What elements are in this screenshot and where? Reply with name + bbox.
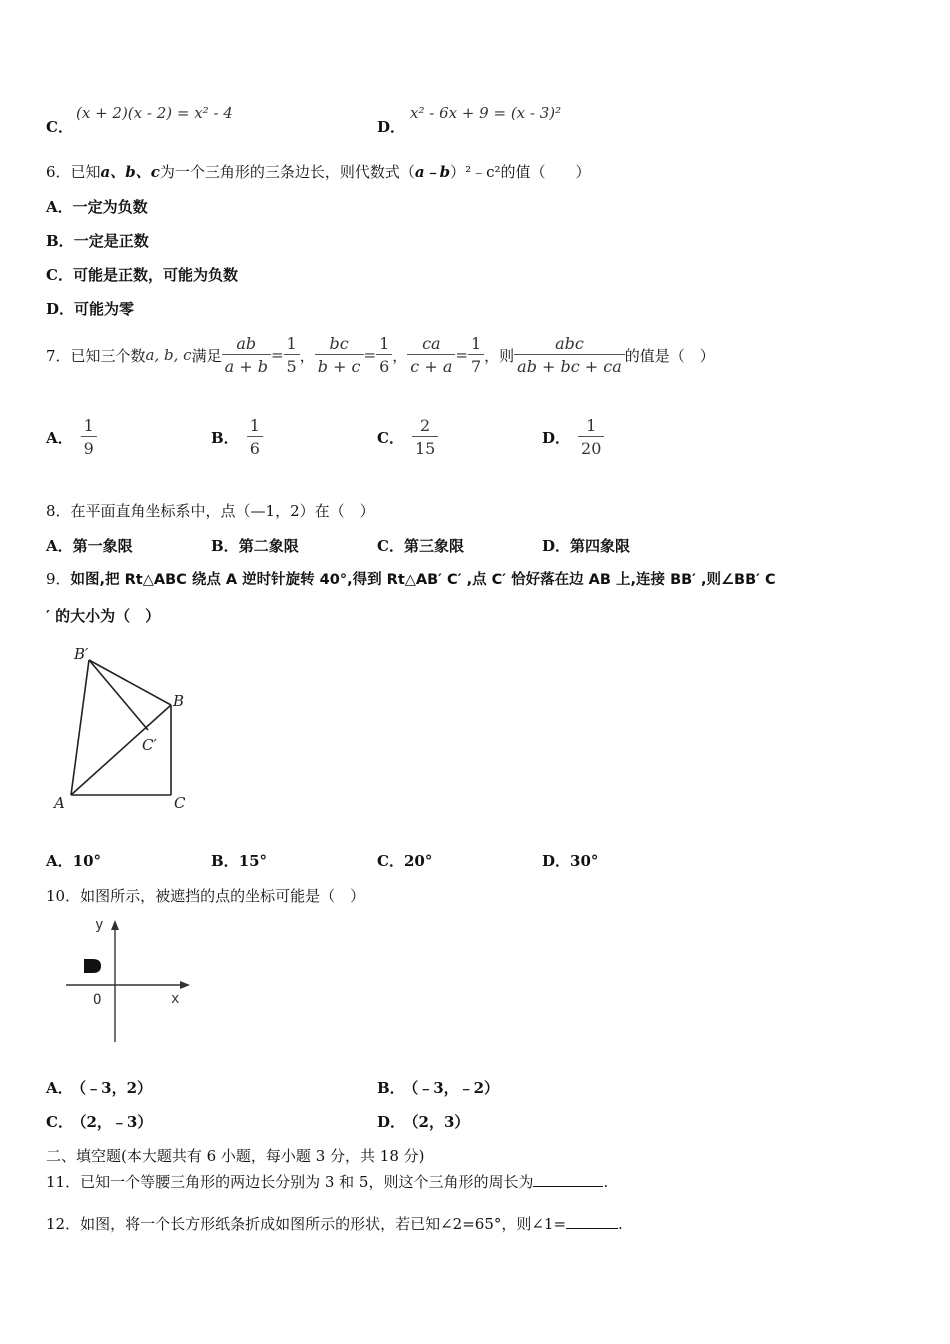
q7-option-b: B． $\frac{1}{6}$ [211, 414, 263, 460]
q9-stem-line1: 9．如图,把 Rt△ABC 绕点 A 逆时针旋转 40°,得到 Rt△AB′ C′ ,点 C′ 恰好落在边 AB 上,连接 BB′ ,则∠BB′ C [46, 570, 776, 588]
segment-ab-prime [71, 660, 89, 795]
q8-option-a: A．第一象限 [46, 537, 133, 555]
label-c: C [174, 794, 186, 812]
q6-stem: 6．已知a、b、c为一个三角形的三条边长，则代数式（a﹣b）²﹣c²的值（ ） [46, 163, 591, 181]
q7-option-a: A． $\frac{1}{9}$ [46, 414, 97, 460]
q9-option-b: B．15° [211, 852, 268, 870]
q6-option-b: B．一定是正数 [46, 232, 149, 250]
y-axis-arrow [111, 920, 119, 930]
q8-stem: 8．在平面直角坐标系中，点（—1，2）在（ ） [46, 502, 375, 520]
segment-bb-prime [89, 660, 171, 705]
q11-stem: 11．已知一个等腰三角形的两边长分别为 3 和 5，则这个三角形的周长为 . [46, 1173, 609, 1191]
q7-stem: 7．已知三个数 a, b, c 满足 $\frac{ab}{a + b}$ = $\frac{1}{5}$ ， $\frac{bc}{b + c}$ = $\frac{1}{6}$ ， $\frac{ca}{c + a}$ = $\frac{1}{7}$ ，则 $\frac{\text{abc}}{ab + bc + ca}$ 的值是（ ） [46, 333, 715, 376]
q9-option-a: A．10° [46, 852, 102, 870]
q10-stem: 10．如图所示，被遮挡的点的坐标可能是（ ） [46, 887, 366, 905]
q12-stem: 12．如图，将一个长方形纸条折成如图所示的形状，若已知∠2=65°，则∠1= . [46, 1215, 623, 1233]
q7-option-c: C． $\frac{2}{15}$ [377, 414, 438, 460]
label-a: A [54, 794, 65, 812]
q7-fraction-ab: $\frac{ab}{a + b}$ [222, 334, 271, 377]
q7-fraction-1-5: $\frac{1}{5}$ [284, 334, 300, 377]
q12-answer-blank[interactable] [566, 1214, 618, 1229]
q10-option-c: C． （2，﹣3） [46, 1113, 153, 1131]
q10-coordinate-figure [60, 912, 200, 1052]
q7-option-d: D． $\frac{1}{20}$ [542, 414, 604, 460]
label-b: B [173, 692, 185, 710]
q7-fraction-1-6: $\frac{1}{6}$ [376, 334, 392, 377]
x-axis-label: x [171, 991, 180, 1007]
q11-answer-blank[interactable] [533, 1172, 603, 1187]
q7-fraction-ca: $\frac{ca}{c + a}$ [407, 334, 455, 377]
q6-option-c: C．可能是正数，可能为负数 [46, 266, 238, 284]
x-axis-arrow [180, 981, 190, 989]
q10-option-b: B． （﹣3，﹣2） [377, 1079, 500, 1097]
q10-option-d: D． （2，3） [377, 1113, 470, 1131]
q9-option-d: D．30° [542, 852, 599, 870]
q7-fraction-1-7: $\frac{1}{7}$ [468, 334, 484, 377]
y-axis-label: y [95, 917, 104, 933]
q5-option-c-expression: (x + 2)(x - 2) = x² - 4 [76, 104, 233, 122]
q7-fraction-bc: $\frac{bc}{b + c}$ [315, 334, 364, 377]
q5-option-c-label: C． [46, 118, 73, 136]
q10-option-a: A． （﹣3，2） [46, 1079, 153, 1097]
q5-option-d-label: D． [377, 118, 406, 136]
label-c-prime: C′ [142, 736, 157, 754]
label-b-prime: B′ [74, 645, 89, 663]
q8-option-b: B．第二象限 [211, 537, 299, 555]
q9-stem-line2: ′ 的大小为（ ） [46, 607, 161, 625]
q7-fraction-target: $\frac{\text{abc}}{ab + bc + ca}$ [514, 334, 625, 377]
q8-option-c: C．第三象限 [377, 537, 464, 555]
q6-option-a: A．一定为负数 [46, 198, 148, 216]
occluded-point-blob [84, 959, 101, 973]
q5-option-d-expression: x² - 6x + 9 = (x - 3)² [410, 104, 562, 122]
q6-option-d: D．可能为零 [46, 300, 135, 318]
q8-option-d: D．第四象限 [542, 537, 631, 555]
origin-label: O [93, 992, 102, 1008]
section-2-title: 二、填空题(本大题共有 6 小题，每小题 3 分，共 18 分) [46, 1147, 425, 1165]
q9-option-c: C．20° [377, 852, 433, 870]
q9-triangle-figure [50, 640, 200, 815]
segment-b-prime-c-prime [89, 660, 148, 730]
